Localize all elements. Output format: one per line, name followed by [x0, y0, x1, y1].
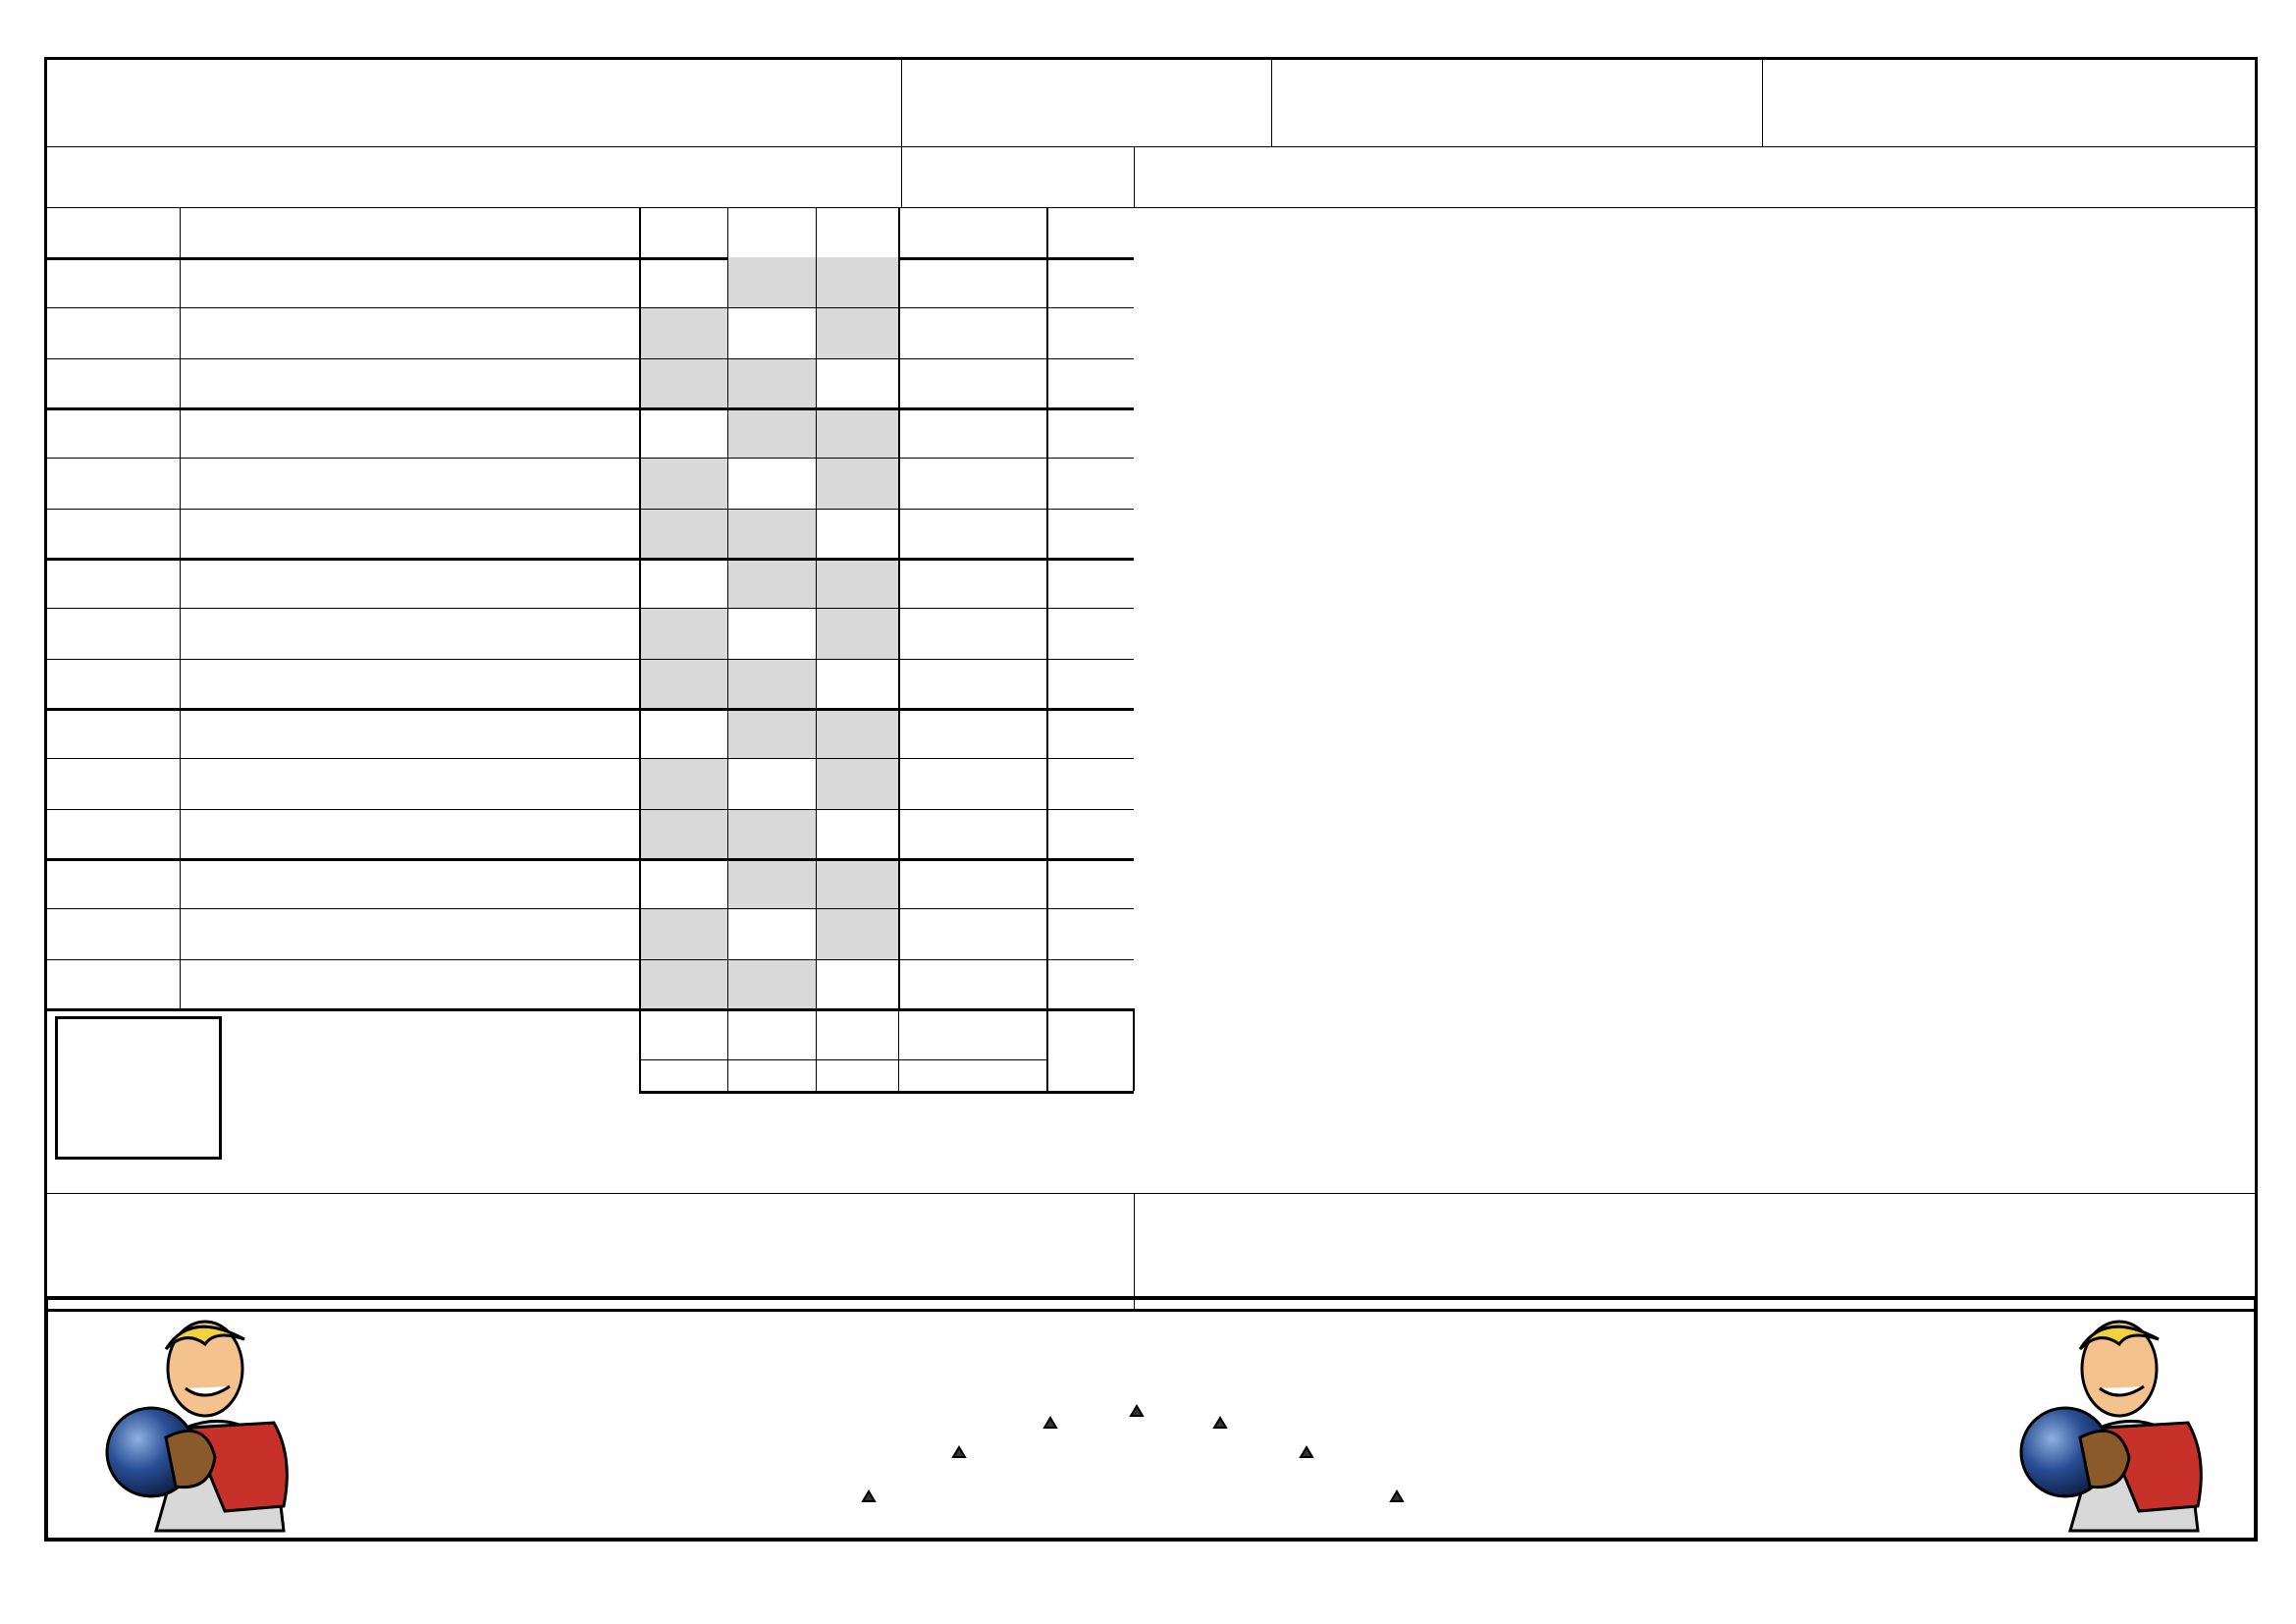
shaded-cell [727, 407, 898, 458]
divider [898, 207, 900, 1008]
divider [901, 146, 902, 207]
shaded-cell [816, 307, 898, 358]
bowling-pin-icon [1131, 1406, 1143, 1416]
bowling-pin-icon [953, 1447, 965, 1457]
divider [1046, 207, 1048, 1008]
bowling-pins [863, 1406, 1403, 1501]
divider [47, 908, 1134, 909]
bowling-pin-icon [1044, 1418, 1056, 1428]
divider [1762, 60, 1763, 146]
shaded-cell [816, 608, 898, 659]
divider [47, 959, 1134, 960]
divider [816, 1008, 817, 1091]
divider [180, 207, 181, 1008]
divider [639, 207, 641, 1008]
divider [47, 509, 1134, 510]
shaded-cell [816, 908, 898, 959]
footer-art [48, 1300, 2254, 1538]
divider [47, 207, 2258, 208]
divider [47, 809, 1134, 810]
shaded-cell [639, 307, 727, 358]
divider [47, 307, 1134, 308]
divider [1134, 1193, 1135, 1311]
divider [1133, 1008, 1135, 1091]
shaded-cell [639, 458, 727, 509]
divider [47, 608, 1134, 609]
shaded-cell [727, 558, 898, 608]
divider [727, 1008, 728, 1091]
shaded-cell [639, 608, 727, 659]
divider [47, 558, 1134, 561]
divider [47, 708, 1134, 711]
bowler-mascot-icon [2021, 1322, 2201, 1531]
shaded-cell [816, 758, 898, 809]
divider [639, 1059, 1046, 1060]
bowling-pin-icon [1391, 1491, 1403, 1501]
divider [1046, 1008, 1048, 1091]
divider [1134, 146, 1135, 207]
shaded-cell [727, 257, 898, 307]
divider [47, 458, 1134, 459]
bowler-mascot-icon [107, 1322, 287, 1531]
divider [47, 358, 1134, 359]
general-total-box-home [55, 1016, 222, 1160]
divider [47, 659, 1134, 660]
divider [816, 207, 817, 1008]
divider [639, 1091, 1134, 1094]
bowling-pin-icon [1214, 1418, 1226, 1428]
divider [727, 207, 728, 1008]
shaded-cell [727, 708, 898, 758]
divider [47, 407, 1134, 410]
divider [901, 60, 902, 146]
shaded-cell [727, 858, 898, 908]
divider [47, 758, 1134, 759]
bowling-pin-icon [1301, 1447, 1312, 1457]
divider [47, 257, 1134, 260]
shaded-cell [816, 458, 898, 509]
shaded-cell [639, 758, 727, 809]
score-sheet [44, 57, 2258, 1312]
divider [47, 858, 1134, 861]
shaded-cell [639, 908, 727, 959]
divider [47, 1193, 2258, 1194]
bowling-pin-icon [863, 1491, 875, 1501]
footer-banner [44, 1296, 2258, 1542]
divider [639, 1008, 641, 1091]
divider [1271, 60, 1272, 146]
divider [47, 146, 2258, 147]
divider [47, 1008, 1134, 1011]
divider [898, 1008, 899, 1091]
